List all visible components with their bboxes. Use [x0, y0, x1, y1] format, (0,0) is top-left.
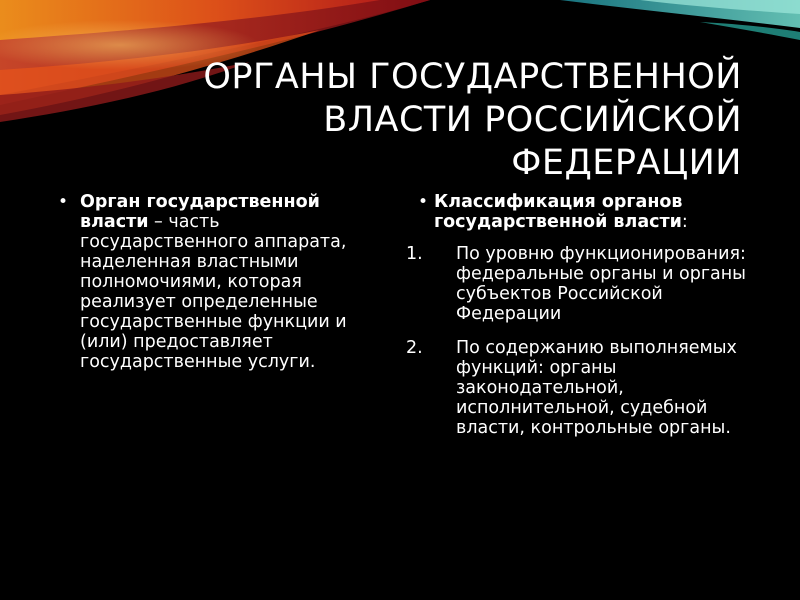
list-number: 1. [406, 244, 423, 264]
definition-bullet [58, 192, 378, 372]
page-title [102, 56, 742, 185]
left-column [58, 192, 378, 372]
classification-heading-text [434, 192, 754, 232]
bullet-icon: • [418, 192, 429, 212]
definition-term: Орган государственной власти [80, 192, 320, 232]
right-column [404, 192, 754, 452]
list-number: 2. [406, 338, 423, 358]
classification-list [404, 244, 754, 438]
definition-body: – часть государственного аппарата, наделенная властными полномочиями, которая реализует определенные государственные функции и (или) предоставляет государственные услуги. [80, 212, 347, 372]
title-line-3: ФЕДЕРАЦИИ [511, 143, 742, 183]
classification-heading [404, 192, 754, 232]
list-item [404, 338, 754, 438]
list-item-text: По уровню функционирования: федеральные органы и органы субъектов Российской Федерации [456, 244, 746, 324]
classification-colon: : [681, 212, 688, 232]
title-line-1: ОРГАНЫ ГОСУДАРСТВЕННОЙ [203, 57, 742, 97]
bullet-icon: • [58, 192, 69, 212]
classification-title: Классификация органов государственной власти [434, 192, 683, 232]
list-item [404, 244, 754, 324]
definition-text [80, 192, 378, 372]
list-item-text: По содержанию выполняемых функций: органы законодательной, исполнительной, судебной власти, контрольные органы. [456, 338, 737, 438]
title-line-2: ВЛАСТИ РОССИЙСКОЙ [323, 100, 742, 140]
